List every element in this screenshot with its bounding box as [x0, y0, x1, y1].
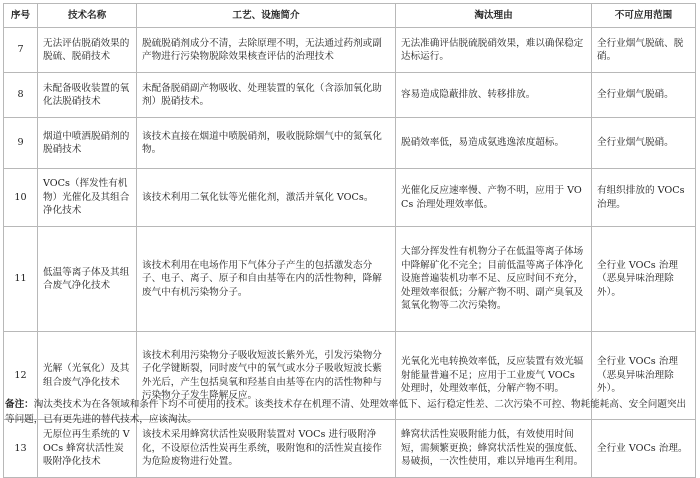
cell-reason: 光催化反应速率慢、产物不明，应用于 VOCs 治理处理效率低。: [396, 169, 592, 227]
table-header-row: [4, 4, 696, 28]
table-row: [4, 118, 696, 169]
cell-desc: 该技术利用污染物分子吸收短波长紫外光，引发污染物分子化学键断裂，同时废气中的氧气或水分子吸收短波长紫外光后，产生包括臭氧和羟基自由基等在内的活性物种与污染物分子发生降解反应。: [137, 332, 396, 420]
footnote-label: 备注：: [5, 399, 34, 410]
header-reason: 淘汰理由: [396, 4, 592, 28]
table-row: [4, 73, 696, 118]
footnote: [5, 397, 695, 427]
cell-name: 未配备吸收装置的氧化法脱硝技术: [38, 73, 137, 118]
table-row: [4, 227, 696, 332]
cell-scope: 全行业烟气脱硫、脱硝。: [592, 28, 696, 73]
cell-scope: 全行业 VOCs 治理（恶臭异味治理除外）。: [592, 227, 696, 332]
cell-no: 10: [4, 169, 38, 227]
header-name: 技术名称: [38, 4, 137, 28]
cell-reason: 脱硝效率低，易造成氨逃逸浓度超标。: [396, 118, 592, 169]
cell-no: 8: [4, 73, 38, 118]
footnote-text: 淘汰类技术为在各领域和条件下均不可使用的技术。该类技术存在机理不清、处理效率低下、运行稳定性差、二次污染不可控、物耗能耗高、安全问题突出等问题，已有更先进的替代技术，应该淘汰。: [5, 399, 687, 425]
cell-reason: 容易造成隐蔽排放、转移排放。: [396, 73, 592, 118]
table-row: [4, 169, 696, 227]
header-scope: 不可应用范围: [592, 4, 696, 28]
table-row: [4, 28, 696, 73]
cell-reason: 光氧化光电转换效率低，反应装置有效光辐射能量普遍不足；应用于工业废气 VOCs 处理时，处理效率低，分解产物不明。: [396, 332, 592, 420]
cell-reason: 无法准确评估脱硫脱硝效果，难以确保稳定达标运行。: [396, 28, 592, 73]
cell-name: 无法评估脱硝效果的脱硫、脱硝技术: [38, 28, 137, 73]
cell-name: 低温等离子体及其组合废气净化技术: [38, 227, 137, 332]
cell-desc: 未配备脱硝副产物吸收、处理装置的氧化（含添加氧化助剂）脱硝技术。: [137, 73, 396, 118]
table-row: [4, 420, 696, 478]
cell-no: 7: [4, 28, 38, 73]
cell-name: 烟道中喷洒脱硝剂的脱硝技术: [38, 118, 137, 169]
cell-no: 13: [4, 420, 38, 478]
cell-desc: 脱硫脱硝剂成分不清，去除原理不明，无法通过药剂或副产物进行污染物脱除效果核查评估的治理技术: [137, 28, 396, 73]
cell-scope: 全行业烟气脱硝。: [592, 118, 696, 169]
cell-desc: 该技术直接在烟道中喷脱硝剂，吸收脱除烟气中的氮氧化物。: [137, 118, 396, 169]
cell-scope: 全行业 VOCs 治理（恶臭异味治理除外）。: [592, 332, 696, 420]
cell-no: 9: [4, 118, 38, 169]
cell-no: 11: [4, 227, 38, 332]
cell-no: 12: [4, 332, 38, 420]
cell-name: 光解（光氧化）及其组合废气净化技术: [38, 332, 137, 420]
cell-reason: 蜂窝状活性炭吸附能力低，有效使用时间短，需频繁更换；蜂窝状活性炭的强度低、易破损，一次性使用，难以异地再生利用。: [396, 420, 592, 478]
cell-scope: 全行业 VOCs 治理。: [592, 420, 696, 478]
header-desc: 工艺、设施简介: [137, 4, 396, 28]
cell-name: VOCs（挥发性有机物）光催化及其组合净化技术: [38, 169, 137, 227]
cell-name: 无原位再生系统的 VOCs 蜂窝状活性炭吸附净化技术: [38, 420, 137, 478]
cell-scope: 有组织排放的 VOCs 治理。: [592, 169, 696, 227]
cell-desc: 该技术采用蜂窝状活性炭吸附装置对 VOCs 进行吸附净化，不设原位活性炭再生系统，吸附饱和的活性炭直接作为危险废物进行处置。: [137, 420, 396, 478]
cell-reason: 大部分挥发性有机物分子在低温等离子体场中降解矿化不完全；目前低温等离子体净化设施普遍装机功率不足、反应时间不充分，处理效率很低；分解产物不明、副产臭氧及氮氧化物等二次污染物。: [396, 227, 592, 332]
cell-scope: 全行业烟气脱硝。: [592, 73, 696, 118]
header-no: 序号: [4, 4, 38, 28]
cell-desc: 该技术利用在电场作用下气体分子产生的包括激发态分子、电子、离子、原子和自由基等在内的活性物种，降解废气中有机污染物分子。: [137, 227, 396, 332]
cell-desc: 该技术利用二氧化钛等光催化剂，激活并氧化 VOCs。: [137, 169, 396, 227]
